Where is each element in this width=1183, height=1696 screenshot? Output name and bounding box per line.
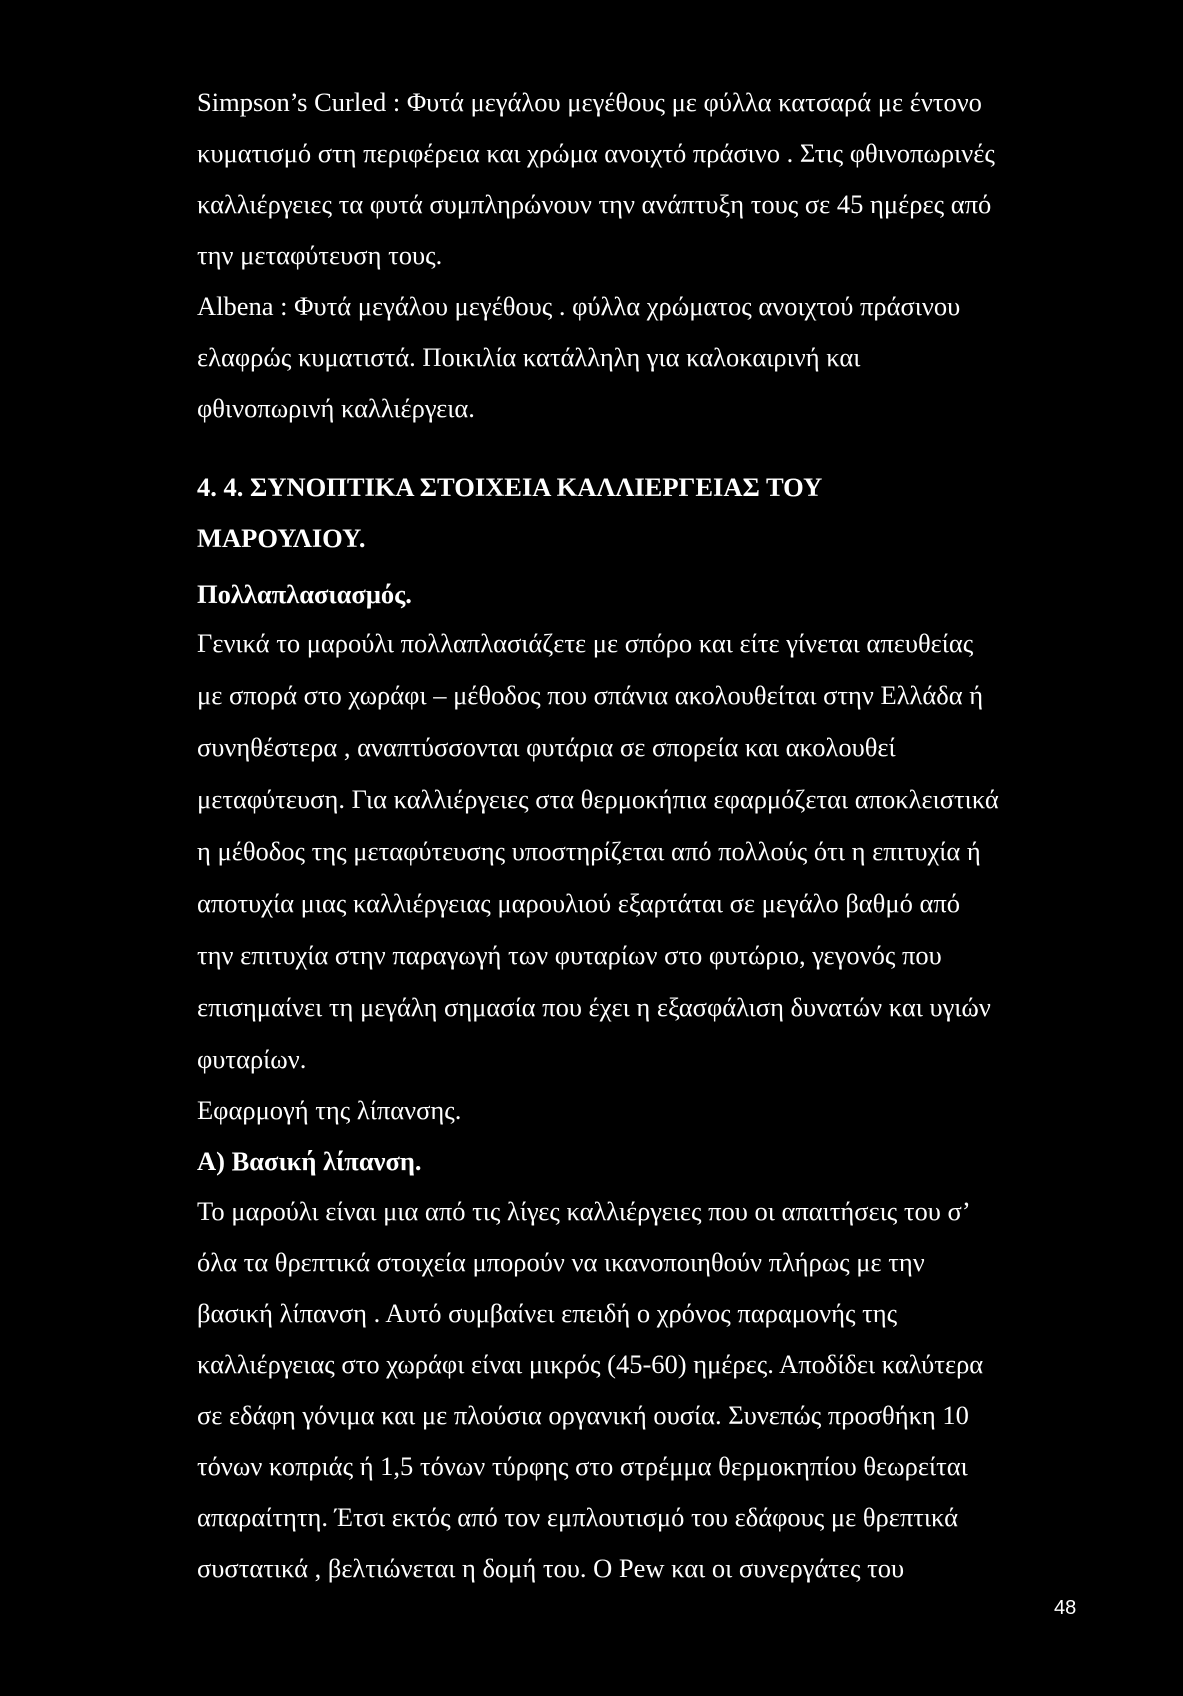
paragraph-line: συνηθέστερα , αναπτύσσονται φυτάρια σε σπορεία και ακολουθεί xyxy=(197,732,896,762)
paragraph-line: η μέθοδος της μεταφύτευσης υποστηρίζεται από πολλούς ότι η επιτυχία ή xyxy=(197,836,981,866)
paragraph-line: καλλιέργειες τα φυτά συμπληρώνουν την ανάπτυξη τους σε 45 ημέρες από xyxy=(197,189,992,219)
subsection-heading: Α) Βασική λίπανση. xyxy=(197,1146,422,1176)
paragraph-line: φυταρίων. xyxy=(197,1044,307,1074)
paragraph-line: βασική λίπανση . Αυτό συμβαίνει επειδή ο χρόνος παραμονής της xyxy=(197,1298,898,1328)
section-heading: 4. 4. ΣΥΝΟΠΤΙΚΑ ΣΤΟΙΧΕΙΑ ΚΑΛΛΙΕΡΓΕΙΑΣ ΤΟΥ xyxy=(197,472,823,502)
paragraph-line: όλα τα θρεπτικά στοιχεία μπορούν να ικανοποιηθούν πλήρως με την xyxy=(197,1247,925,1277)
paragraph-line: μεταφύτευση. Για καλλιέργειες στα θερμοκήπια εφαρμόζεται αποκλειστικά xyxy=(197,784,999,814)
paragraph-line: τόνων κοπριάς ή 1,5 τόνων τύρφης στο στρέμμα θερμοκηπίου θεωρείται xyxy=(197,1451,968,1481)
paragraph-line: αποτυχία μιας καλλιέργειας μαρουλιού εξαρτάται σε μεγάλο βαθμό από xyxy=(197,888,960,918)
paragraph-line: Albena : Φυτά μεγάλου μεγέθους . φύλλα χρώματος ανοιχτού πράσινου xyxy=(197,291,961,321)
paragraph-line: συστατικά , βελτιώνεται η δομή του. Ο Pew και οι συνεργάτες του xyxy=(197,1553,905,1583)
paragraph-line: καλλιέργειας στο χωράφι είναι μικρός (45-60) ημέρες. Αποδίδει καλύτερα xyxy=(197,1349,984,1379)
paragraph-line: φθινοπωρινή καλλιέργεια. xyxy=(197,393,475,423)
paragraph-line: Το μαρούλι είναι μια από τις λίγες καλλιέργειες που οι απαιτήσεις του σ’ xyxy=(197,1196,971,1226)
paragraph-line: την μεταφύτευση τους. xyxy=(197,240,443,270)
paragraph-line: Γενικά το μαρούλι πολλαπλασιάζετε με σπόρο και είτε γίνεται απευθείας xyxy=(197,628,974,658)
paragraph-line: απαραίτητη. Έτσι εκτός από τον εμπλουτισμό του εδάφους με θρεπτικά xyxy=(197,1502,959,1532)
subsection-heading: Πολλαπλασιασμός. xyxy=(197,579,412,609)
paragraph-line: την επιτυχία στην παραγωγή των φυταρίων στο φυτώριο, γεγονός που xyxy=(197,940,942,970)
paragraph-line: με σπορά στο χωράφι – μέθοδος που σπάνια ακολουθείται στην Ελλάδα ή xyxy=(197,680,984,710)
paragraph-line: σε εδάφη γόνιμα και με πλούσια οργανική ουσία. Συνεπώς προσθήκη 10 xyxy=(197,1400,969,1430)
page-number: 48 xyxy=(1054,1597,1077,1619)
section-heading: ΜΑΡΟΥΛΙΟΥ. xyxy=(197,523,366,553)
paragraph-line: κυματισμό στη περιφέρεια και χρώμα ανοιχτό πράσινο . Στις φθινοπωρινές xyxy=(197,138,995,168)
paragraph-line: επισημαίνει τη μεγάλη σημασία που έχει η εξασφάλιση δυνατών και υγιών xyxy=(197,992,991,1022)
paragraph-line: Simpson’s Curled : Φυτά μεγάλου μεγέθους με φύλλα κατσαρά με έντονο xyxy=(197,87,982,117)
subsection-heading: Εφαρμογή της λίπανσης. xyxy=(197,1095,462,1125)
paragraph-line: ελαφρώς κυματιστά. Ποικιλία κατάλληλη για καλοκαιρινή και xyxy=(197,342,861,372)
